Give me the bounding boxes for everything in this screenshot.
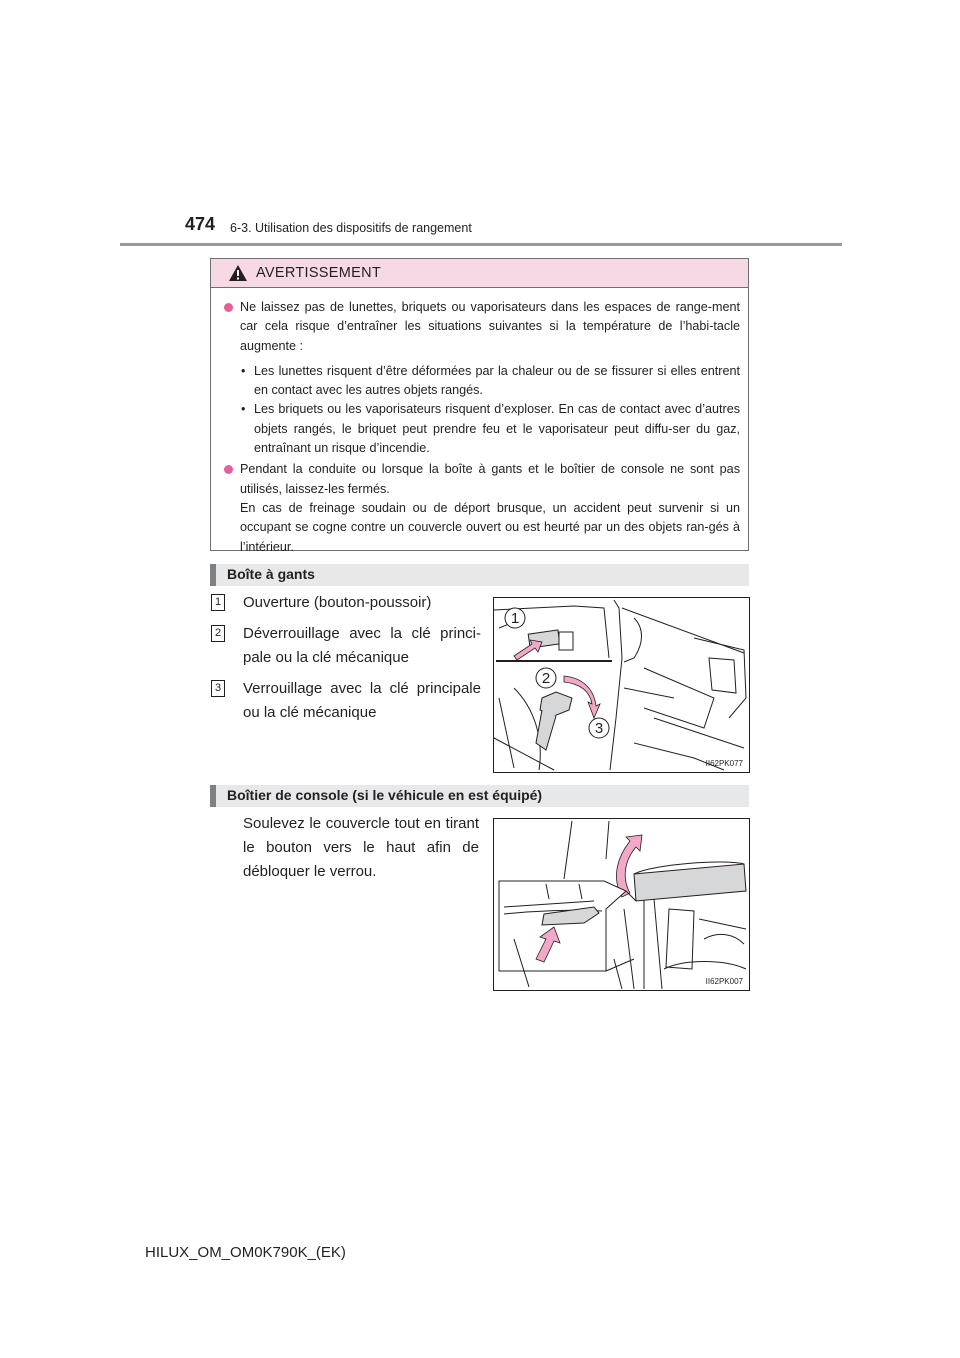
callout-2: 2	[541, 670, 551, 687]
warning-header	[211, 259, 748, 288]
bullet-icon: •	[241, 363, 246, 378]
item-number: 3	[211, 680, 225, 697]
list-item	[211, 622, 481, 670]
section-title: 6-3. Utilisation des dispositifs de rangement	[230, 221, 472, 235]
item-number: 1	[211, 594, 225, 611]
warning-box	[210, 258, 749, 554]
figure-code: II62PK077	[705, 759, 743, 768]
glove-box-figure	[493, 597, 750, 773]
figure-code: II62PK007	[705, 977, 743, 986]
glove-box-heading-text: Boîte à gants	[227, 566, 315, 582]
warning-sub-item	[224, 400, 740, 458]
bullet-dot-icon	[224, 465, 233, 474]
warning-paragraph-text: Ne laissez pas de lunettes, briquets ou vaporisateurs dans les espaces de range-ment car cela risque d’entraîner les situations suivantes si la température de l’habi-tacle augmente :	[240, 300, 740, 353]
item-text: Déverrouillage avec la clé princi-pale ou la clé mécanique	[243, 625, 481, 666]
bullet-icon: •	[241, 402, 246, 417]
console-box-heading	[210, 785, 749, 807]
callout-1: 1	[510, 610, 520, 627]
warning-title: AVERTISSEMENT	[256, 265, 382, 281]
console-box-figure	[493, 818, 750, 991]
warning-continuation-text: En cas de freinage soudain ou de déport brusque, un accident peut survenir si un occupant se cogne contre un couvercle ouvert ou est heurté par un des objets ran-gés à l’intérieur.	[240, 500, 740, 554]
item-number: 2	[211, 625, 225, 642]
list-item	[211, 591, 481, 615]
warning-body	[211, 288, 748, 557]
warning-sub-item-text: Les briquets ou les vaporisateurs risquent d’exploser. En cas de contact avec d’autres objets rangés, le briquet peut prendre feu et le vaporisateur peut diffu-ser du gaz, entraînant un risque d’incendie.	[254, 402, 740, 456]
item-text: Ouverture (bouton-poussoir)	[243, 594, 432, 611]
footer-code: HILUX_OM_OM0K790K_(EK)	[145, 1244, 346, 1261]
warning-paragraph	[224, 460, 740, 556]
list-item	[211, 677, 481, 725]
console-box-illustration	[494, 819, 749, 990]
console-box-text: Soulevez le couvercle tout en tirant le bouton vers le haut afin de débloquer le verrou.	[243, 815, 479, 880]
glove-box-heading	[210, 564, 749, 586]
warning-triangle-icon	[228, 264, 248, 282]
bullet-dot-icon	[224, 303, 233, 312]
warning-sub-item	[224, 362, 740, 401]
callout-3: 3	[594, 720, 604, 737]
warning-paragraph-text: Pendant la conduite ou lorsque la boîte à gants et le boîtier de console ne sont pas utilisés, laissez-les fermés.	[240, 462, 740, 496]
warning-paragraph	[224, 298, 740, 356]
console-box-heading-text: Boîtier de console (si le véhicule en est équipé)	[227, 787, 543, 803]
item-text: Verrouillage avec la clé principale ou la clé mécanique	[243, 680, 481, 721]
header-rule	[120, 243, 842, 246]
glove-box-items	[211, 591, 481, 732]
warning-sub-item-text: Les lunettes risquent d’être déformées par la chaleur ou de se fissurer si elles entrent en contact avec les autres objets rangés.	[254, 363, 740, 398]
glove-box-illustration	[494, 598, 749, 772]
page-number: 474	[185, 214, 216, 234]
